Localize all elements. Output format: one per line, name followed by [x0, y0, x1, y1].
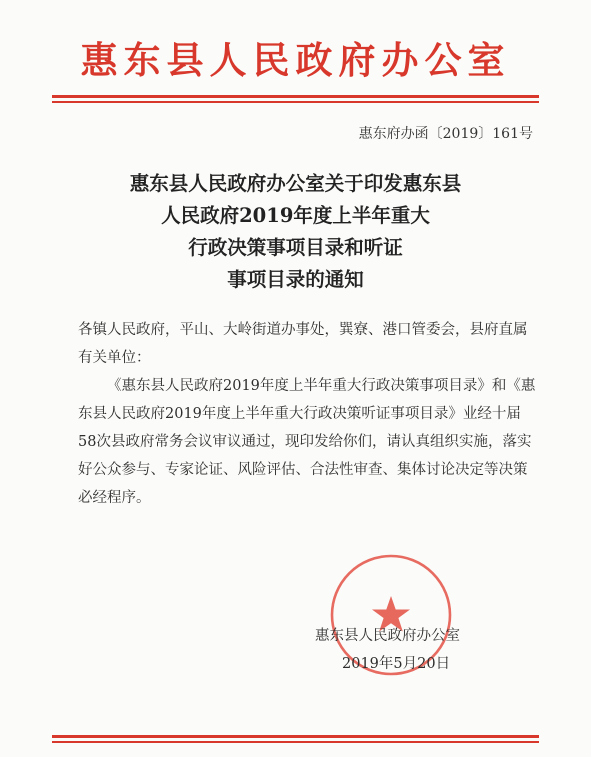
footer-rule-thick: [52, 735, 539, 738]
document-body: [78, 316, 536, 512]
issuing-org-title: 惠东县人民政府办公室: [80, 38, 511, 82]
recipients: 各镇人民政府，平山、大岭街道办事处，巽寮、港口管委会，县府直属有关单位：: [78, 322, 528, 366]
header-rule-thin: [52, 101, 539, 103]
title-line: 惠东县人民政府办公室关于印发惠东县: [129, 172, 462, 195]
header-rule-thick: [52, 95, 539, 98]
document-number: 惠东府办函〔2019〕161号: [358, 126, 533, 142]
body-paragraph: 《惠东县人民政府2019年度上半年重大行政决策事项目录》和《惠东县人民政府2019年度上半年重大行政决策听证事项目录》业经十届58次县政府常务会议审议通过，现印发给你们，请认真组织实施，落实好公众参与、专家论证、风险评估、合法性审查、集体讨论决定等决策必经程序。: [78, 378, 536, 506]
title-line: 人民政府2019年度上半年重大: [161, 204, 430, 227]
footer-rule-thin: [52, 741, 539, 743]
signature-date: 2019年5月20日: [342, 656, 451, 672]
title-line: 行政决策事项目录和听证: [188, 236, 403, 259]
signature-org: 惠东县人民政府办公室: [315, 628, 460, 644]
document-title: [0, 168, 591, 296]
title-line: 事项目录的通知: [227, 268, 364, 291]
